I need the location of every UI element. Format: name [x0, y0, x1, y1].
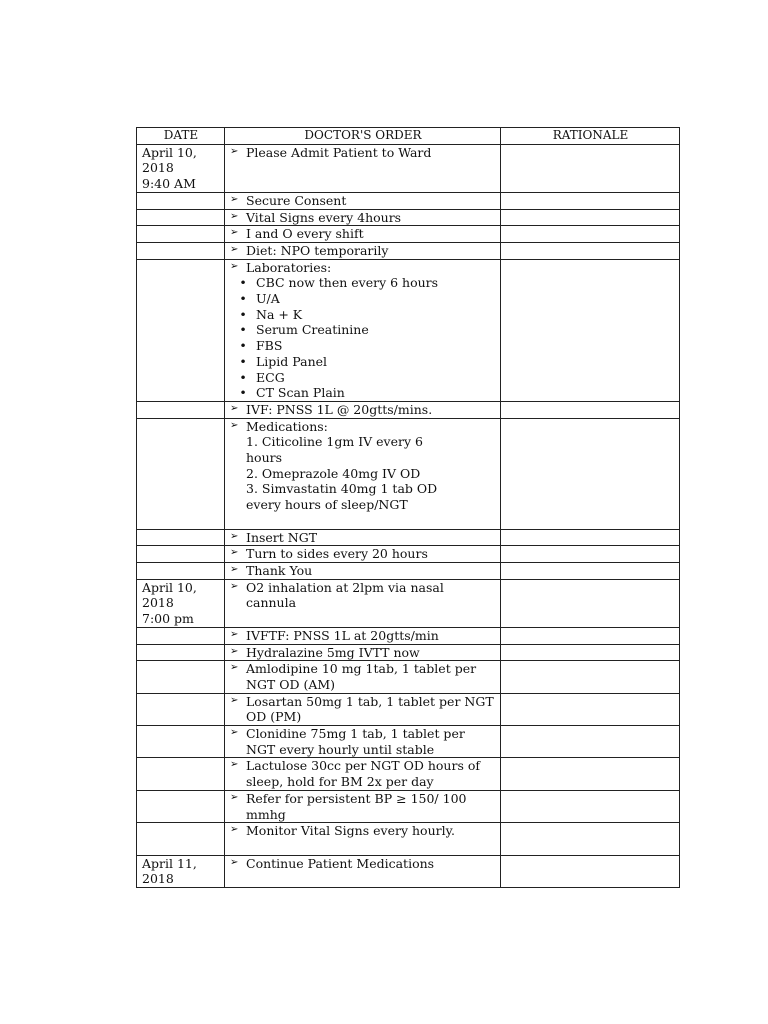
order-cell [225, 192, 501, 209]
blank-line [230, 611, 496, 627]
order-row [137, 529, 680, 546]
order-cell [225, 644, 501, 661]
lab-item-text: Lipid Panel [256, 353, 328, 369]
order-cell [225, 226, 501, 243]
lab-item-text: ECG [256, 369, 285, 385]
rationale-cell [501, 726, 680, 758]
date-cell [137, 401, 225, 418]
bullet-icon: • [239, 322, 247, 338]
order-row [137, 726, 680, 758]
header-rationale: RATIONALE [501, 128, 680, 145]
arrow-bullet-icon: ➢ [230, 563, 239, 575]
order-row [137, 644, 680, 661]
order-cell [225, 418, 501, 529]
date-cell [137, 226, 225, 243]
date-cell [137, 529, 225, 546]
lab-item-text: CBC now then every 6 hours [256, 275, 439, 291]
rationale-cell [501, 144, 680, 192]
blank-line [230, 871, 496, 887]
arrow-bullet-icon: ➢ [230, 856, 239, 868]
bullet-icon: • [239, 291, 247, 307]
order-item [230, 628, 496, 644]
order-item [230, 580, 496, 611]
order-text: Refer for persistent BP ≥ 150/ 100 mmhg [246, 790, 467, 822]
date-cell [137, 790, 225, 822]
order-row [137, 627, 680, 644]
rationale-cell [501, 259, 680, 401]
order-row [137, 790, 680, 822]
order-row [137, 855, 680, 887]
order-item [230, 193, 496, 209]
order-cell [225, 855, 501, 887]
order-item [230, 260, 496, 276]
order-item [230, 823, 496, 839]
medication-line: 1. Citicoline 1gm IV every 6 [246, 434, 423, 450]
lab-item-text: CT Scan Plain [256, 385, 345, 401]
rationale-cell [501, 418, 680, 529]
lab-item [230, 307, 496, 323]
arrow-bullet-icon: ➢ [230, 759, 239, 771]
order-cell [225, 209, 501, 226]
header-doctors-order: DOCTOR'S ORDER [225, 128, 501, 145]
order-item [230, 661, 496, 692]
order-text: Vital Signs every 4hours [246, 209, 402, 225]
order-cell [225, 242, 501, 259]
lab-item [230, 291, 496, 307]
bullet-icon: • [239, 338, 247, 354]
order-cell [225, 661, 501, 693]
date-cell [137, 823, 225, 855]
order-item [230, 226, 496, 242]
order-text: IVFTF: PNSS 1L at 20gtts/min [246, 627, 439, 643]
arrow-bullet-icon: ➢ [230, 645, 239, 657]
date-cell [137, 758, 225, 790]
order-cell [225, 790, 501, 822]
blank-line [230, 839, 496, 855]
date-cell [137, 661, 225, 693]
order-cell [225, 823, 501, 855]
date-cell [137, 579, 225, 627]
blank-line [230, 176, 496, 192]
bullet-icon: • [239, 369, 247, 385]
rationale-cell [501, 661, 680, 693]
order-text: Hydralazine 5mg IVTT now [246, 644, 420, 660]
rationale-cell [501, 790, 680, 822]
order-cell [225, 579, 501, 627]
rationale-cell [501, 823, 680, 855]
doctors-order-table [136, 127, 680, 888]
lab-item-text: FBS [256, 338, 283, 354]
lab-item [230, 385, 496, 401]
date-cell [137, 242, 225, 259]
date-cell [137, 209, 225, 226]
order-row [137, 209, 680, 226]
arrow-bullet-icon: ➢ [230, 243, 239, 255]
arrow-bullet-icon: ➢ [230, 193, 239, 205]
order-item [230, 563, 496, 579]
order-cell [225, 546, 501, 563]
bullet-icon: • [239, 275, 247, 291]
date-cell [137, 259, 225, 401]
order-text: Thank You [246, 562, 313, 578]
arrow-bullet-icon: ➢ [230, 227, 239, 239]
rationale-cell [501, 209, 680, 226]
order-item [230, 758, 496, 789]
order-row [137, 418, 680, 529]
rationale-cell [501, 855, 680, 887]
order-item [230, 243, 496, 259]
order-row [137, 226, 680, 243]
date-line: 7:00 pm [142, 611, 194, 627]
order-item [230, 210, 496, 226]
lab-item [230, 322, 496, 338]
arrow-bullet-icon: ➢ [230, 727, 239, 739]
order-row [137, 401, 680, 418]
date-cell [137, 144, 225, 192]
blank-line [230, 160, 496, 176]
date-cell [137, 562, 225, 579]
arrow-bullet-icon: ➢ [230, 145, 239, 157]
date-line: 2018 [142, 595, 174, 611]
bullet-icon: • [239, 306, 247, 322]
order-text: Medications: [246, 418, 328, 434]
order-text: Please Admit Patient to Ward [246, 144, 432, 160]
date-cell [137, 627, 225, 644]
order-cell [225, 758, 501, 790]
date-cell [137, 644, 225, 661]
medication-line: 3. Simvastatin 40mg 1 tab OD [246, 481, 438, 497]
date-line: April 10, [142, 579, 197, 595]
order-row [137, 693, 680, 725]
order-item [230, 402, 496, 418]
rationale-cell [501, 758, 680, 790]
date-cell [137, 418, 225, 529]
order-item [230, 645, 496, 661]
order-item [230, 145, 496, 161]
order-text: Laboratories: [246, 259, 332, 275]
blank-line [230, 513, 496, 529]
order-item [230, 856, 496, 872]
rationale-cell [501, 579, 680, 627]
order-item [230, 530, 496, 546]
order-text: Losartan 50mg 1 tab, 1 tablet per NGT OD (PM) [246, 693, 494, 725]
lab-item [230, 275, 496, 291]
order-item [230, 726, 496, 757]
order-text: Turn to sides every 20 hours [246, 546, 428, 562]
rationale-cell [501, 644, 680, 661]
lab-item [230, 338, 496, 354]
date-line: 9:40 AM [142, 176, 196, 192]
date-cell [137, 855, 225, 887]
arrow-bullet-icon: ➢ [230, 580, 239, 592]
rationale-cell [501, 546, 680, 563]
rationale-cell [501, 627, 680, 644]
medication-line: 2. Omeprazole 40mg IV OD [246, 465, 421, 481]
order-cell [225, 259, 501, 401]
lab-item [230, 370, 496, 386]
order-item [230, 546, 496, 562]
order-row [137, 192, 680, 209]
order-row [137, 546, 680, 563]
order-item [230, 694, 496, 725]
order-item [230, 791, 496, 822]
header-row [137, 128, 680, 145]
arrow-bullet-icon: ➢ [230, 210, 239, 222]
arrow-bullet-icon: ➢ [230, 824, 239, 836]
order-row [137, 242, 680, 259]
order-text: Secure Consent [246, 192, 347, 208]
order-cell [225, 726, 501, 758]
arrow-bullet-icon: ➢ [230, 419, 239, 431]
date-cell [137, 726, 225, 758]
order-text: Insert NGT [246, 529, 318, 545]
medication-line: hours [246, 450, 283, 466]
lab-list [230, 275, 496, 401]
order-row [137, 823, 680, 855]
date-cell [137, 546, 225, 563]
order-row [137, 579, 680, 627]
order-text: Monitor Vital Signs every hourly. [246, 823, 455, 839]
arrow-bullet-icon: ➢ [230, 694, 239, 706]
date-cell [137, 192, 225, 209]
order-text: Diet: NPO temporarily [246, 242, 389, 258]
order-row [137, 562, 680, 579]
lab-item-text: U/A [256, 291, 280, 307]
order-text: Clonidine 75mg 1 tab, 1 tablet per NGT every hourly until stable [246, 726, 465, 757]
header-date: DATE [137, 128, 225, 145]
medication-line: every hours of sleep/NGT [246, 497, 408, 513]
order-row [137, 758, 680, 790]
lab-item [230, 354, 496, 370]
date-line: 2018 [142, 160, 174, 176]
rationale-cell [501, 192, 680, 209]
order-text: I and O every shift [246, 226, 364, 242]
order-cell [225, 562, 501, 579]
date-line: April 10, [142, 144, 197, 160]
order-row [137, 661, 680, 693]
order-text: Continue Patient Medications [246, 855, 435, 871]
rationale-cell [501, 242, 680, 259]
rationale-cell [501, 226, 680, 243]
order-cell [225, 693, 501, 725]
arrow-bullet-icon: ➢ [230, 260, 239, 272]
order-text: O2 inhalation at 2lpm via nasal cannula [246, 579, 444, 611]
order-cell [225, 627, 501, 644]
rationale-cell [501, 562, 680, 579]
lab-item-text: Serum Creatinine [256, 322, 369, 338]
order-cell [225, 144, 501, 192]
rationale-cell [501, 529, 680, 546]
arrow-bullet-icon: ➢ [230, 402, 239, 414]
arrow-bullet-icon: ➢ [230, 628, 239, 640]
date-line: April 11, [142, 855, 197, 871]
order-text: Amlodipine 10 mg 1tab, 1 tablet per NGT OD (AM) [246, 661, 477, 692]
order-item [230, 419, 496, 435]
order-cell [225, 401, 501, 418]
bullet-icon: • [239, 385, 247, 401]
rationale-cell [501, 693, 680, 725]
date-cell [137, 693, 225, 725]
lab-item-text: Na + K [256, 306, 303, 322]
date-line: 2018 [142, 871, 174, 887]
order-row [137, 259, 680, 401]
order-text: IVF: PNSS 1L @ 20gtts/mins. [246, 401, 433, 417]
arrow-bullet-icon: ➢ [230, 530, 239, 542]
order-text: Lactulose 30cc per NGT OD hours of sleep, hold for BM 2x per day [246, 758, 480, 790]
arrow-bullet-icon: ➢ [230, 791, 239, 803]
arrow-bullet-icon: ➢ [230, 662, 239, 674]
arrow-bullet-icon: ➢ [230, 547, 239, 559]
bullet-icon: • [239, 353, 247, 369]
rationale-cell [501, 401, 680, 418]
order-row [137, 144, 680, 192]
order-cell [225, 529, 501, 546]
